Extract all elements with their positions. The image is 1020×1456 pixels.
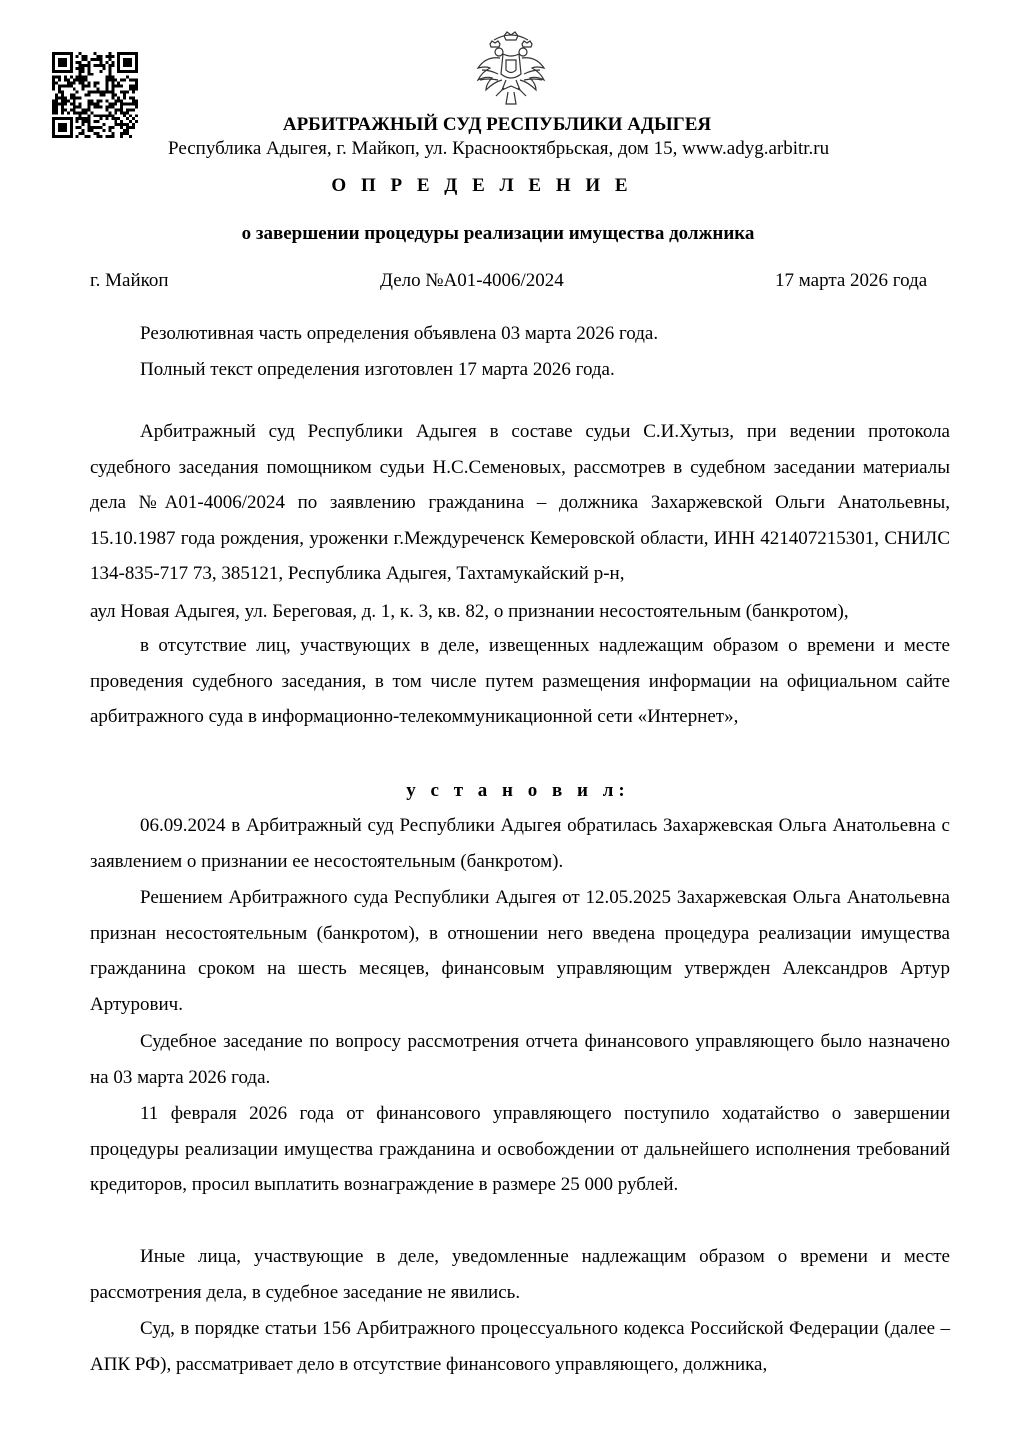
document-subject: о завершении процедуры реализации имущества должника: [241, 223, 755, 244]
court-name: АРБИТРАЖНЫЙ СУД РЕСПУБЛИКИ АДЫГЕЯ: [282, 114, 712, 135]
paragraph-hearing: Судебное заседание по вопросу рассмотрения отчета финансового управляющего было назначено на 03 марта 2026 года.: [90, 1031, 950, 1088]
paragraph-absent-parties: Иные лица, участвующие в деле, уведомленные надлежащим образом о времени и месте рассмотрения дела, в судебное заседание не явились.: [90, 1246, 950, 1303]
paragraph-procedure: Суд, в порядке статьи 156 Арбитражного процессуального кодекса Российской Федерации (далее – АПК РФ), рассматривает дело в отсутствие финансового управляющего, должника,: [90, 1318, 950, 1375]
document-type: О П Р Е Д Е Л Е Н И Е: [331, 175, 633, 196]
resolution-note: Резолютивная часть определения объявлена 03 марта 2026 года.: [140, 323, 659, 344]
case-number: Дело №А01-4006/2024: [380, 270, 564, 291]
paragraph-decision: Решением Арбитражного суда Республики Адыгея от 12.05.2025 Захаржевская Ольга Анатольевна признан несостоятельным (банкротом), в отношении него введена процедура реализации имущества гражданина сроком на шесть месяцев, финансовым управляющим утвержден Александров Артур Артурович.: [90, 887, 950, 1015]
paragraph-motion: 11 февраля 2026 года от финансового управляющего поступило ходатайство о завершении процедуры реализации имущества гражданина и освобождении от дальнейшего исполнения требований кредиторов, просил выплатить вознаграждение в размере 25 000 рублей.: [90, 1103, 950, 1196]
intro-paragraph-last-line: аул Новая Адыгея, ул. Береговая, д. 1, к. 3, кв. 82, о признании несостоятельным (банкротом),: [90, 601, 849, 622]
full-text-note: Полный текст определения изготовлен 17 марта 2026 года.: [140, 359, 615, 380]
court-address: Республика Адыгея, г. Майкоп, ул. Краснооктябрьская, дом 15, www.adyg.arbitr.ru: [168, 138, 830, 159]
intro-paragraph: Арбитражный суд Республики Адыгея в составе судьи С.И.Хутыз, при ведении протокола судебного заседания помощником судьи Н.С.Семеновых, рассмотрев в судебном заседании материалы дела №А01-4006/2024 по заявлению гражданина – должника Захаржевской Ольги Анатольевны, 15.10.1987 года рождения, уроженки г.Междуреченск Кемеровской области, ИНН 421407215301, СНИЛС 134-835-717 73, 385121, Республика Адыгея, Тахтамукайский р-н,: [90, 421, 950, 585]
document-date: 17 марта 2026 года: [775, 270, 928, 291]
document-city: г. Майкоп: [90, 270, 169, 291]
ruling-heading: у с т а н о в и л:: [406, 780, 630, 801]
absence-paragraph: в отсутствие лиц, участвующих в деле, извещенных надлежащим образом о времени и месте проведения судебного заседания, в том числе путем размещения информации на официальном сайте арбитражного суда в информационно-телекоммуникационной сети «Интернет»,: [90, 635, 950, 728]
coat-of-arms-icon: [470, 30, 552, 110]
paragraph-application: 06.09.2024 в Арбитражный суд Республики Адыгея обратилась Захаржевская Ольга Анатольевна с заявлением о признании ее несостоятельным (банкротом).: [90, 815, 950, 872]
